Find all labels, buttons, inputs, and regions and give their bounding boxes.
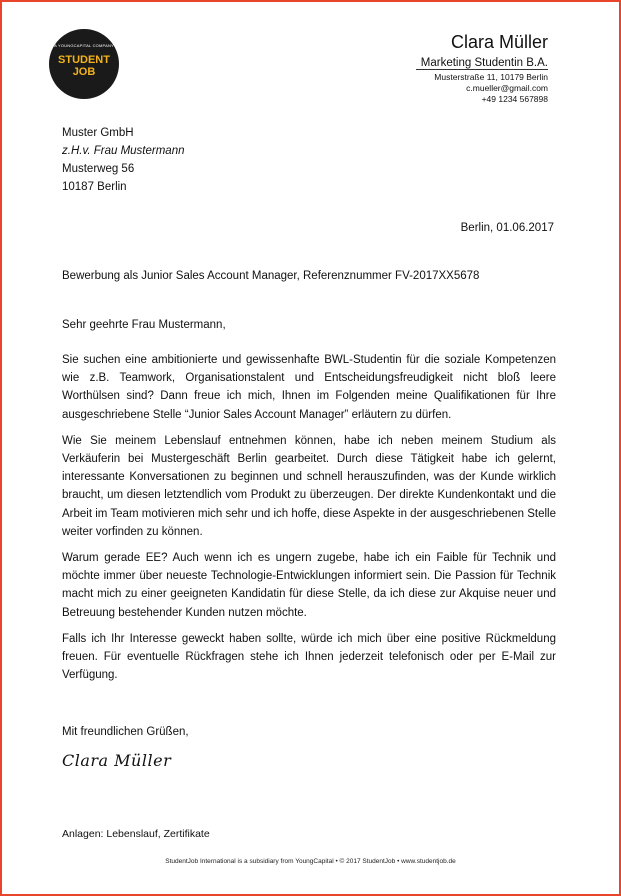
- recipient-company: Muster GmbH: [62, 127, 134, 139]
- studentjob-logo: [49, 29, 119, 99]
- recipient-attention: z.H.v. Frau Mustermann: [62, 145, 185, 157]
- logo-line-2: JOB: [72, 66, 96, 78]
- page-footer: StudentJob International is a subsidiary from YoungCapital • © 2017 StudentJob • www.studentjob.de: [165, 858, 456, 865]
- sender-title: Marketing Studentin B.A.: [420, 57, 548, 69]
- letter-closing: Mit freundlichen Grüßen,: [62, 726, 189, 738]
- letter-salutation: Sehr geehrte Frau Mustermann,: [62, 319, 226, 331]
- logo-tagline: A YOUNGCAPITAL COMPANY: [54, 43, 114, 48]
- body-paragraph: Sie suchen eine ambitionierte und gewissenhafte BWL-Studentin für die soziale Kompetenzen wie z.B. Teamwork, Organisationstalent und Entscheidungsfreudigkeit nicht bloß leere Worthülsen sind? Dann freue ich mich, Ihnen im Folgenden meine Qualifikationen für Ihre ausgeschriebene Stelle “Junior Sales Account Manager” erläutern zu dürfen.: [62, 354, 556, 421]
- body-paragraph: Wie Sie meinem Lebenslauf entnehmen können, habe ich neben meinem Studium als Verkäuferin bei Mustergeschäft Berlin gearbeitet. Durch diese Tätigkeit habe ich gelernt, interessante Konversationen zu beginnen und schnell herauszufinden, was der Kunde wirklich braucht, um diesen letztendlich vom Produkt zu überzeugen. Der direkte Kundenkontakt und die Arbeit im Team motivieren mich sehr und ich hoffe, diese Aspekte in der ausgeschriebenen Stelle weiter vorfinden zu können.: [62, 434, 556, 538]
- header-divider: [416, 69, 548, 70]
- sender-contact: [434, 72, 548, 105]
- recipient-address: [62, 124, 185, 196]
- sender-phone: +49 1234 567898: [481, 94, 548, 104]
- sender-email: c.mueller@gmail.com: [466, 83, 548, 93]
- logo-line-1: STUDENT: [58, 54, 110, 66]
- letter-date: Berlin, 01.06.2017: [460, 222, 554, 234]
- letter-body: [62, 351, 556, 692]
- recipient-street: Musterweg 56: [62, 163, 135, 175]
- letter-subject: Bewerbung als Junior Sales Account Manager, Referenznummer FV-2017XX5678: [62, 270, 480, 282]
- body-paragraph: Falls ich Ihr Interesse geweckt haben sollte, würde ich mich über eine positive Rückmeldung freuen. Für eventuelle Rückfragen stehe ich Ihnen jederzeit telefonisch oder per E-Mail zur Verfügung.: [62, 632, 556, 682]
- recipient-city: 10187 Berlin: [62, 181, 127, 193]
- sender-street: Musterstraße 11, 10179 Berlin: [434, 72, 548, 82]
- body-paragraph: Warum gerade EE? Auch wenn ich es ungern zugebe, habe ich ein Faible für Technik und möchte immer über neueste Technologie-Entwicklungen informiert sein. Die Passion für Technik macht mich zu einer geeigneten Kandidatin für diese Stelle, da ich diese zur Akquise neuer und Betreuung bestehender Kunden nutzen möchte.: [62, 552, 556, 619]
- handwritten-signature: Clara Müller: [62, 751, 172, 770]
- sender-header: [421, 31, 548, 71]
- letter-enclosures: Anlagen: Lebenslauf, Zertifikate: [62, 828, 210, 840]
- sender-name: Clara Müller: [450, 32, 548, 52]
